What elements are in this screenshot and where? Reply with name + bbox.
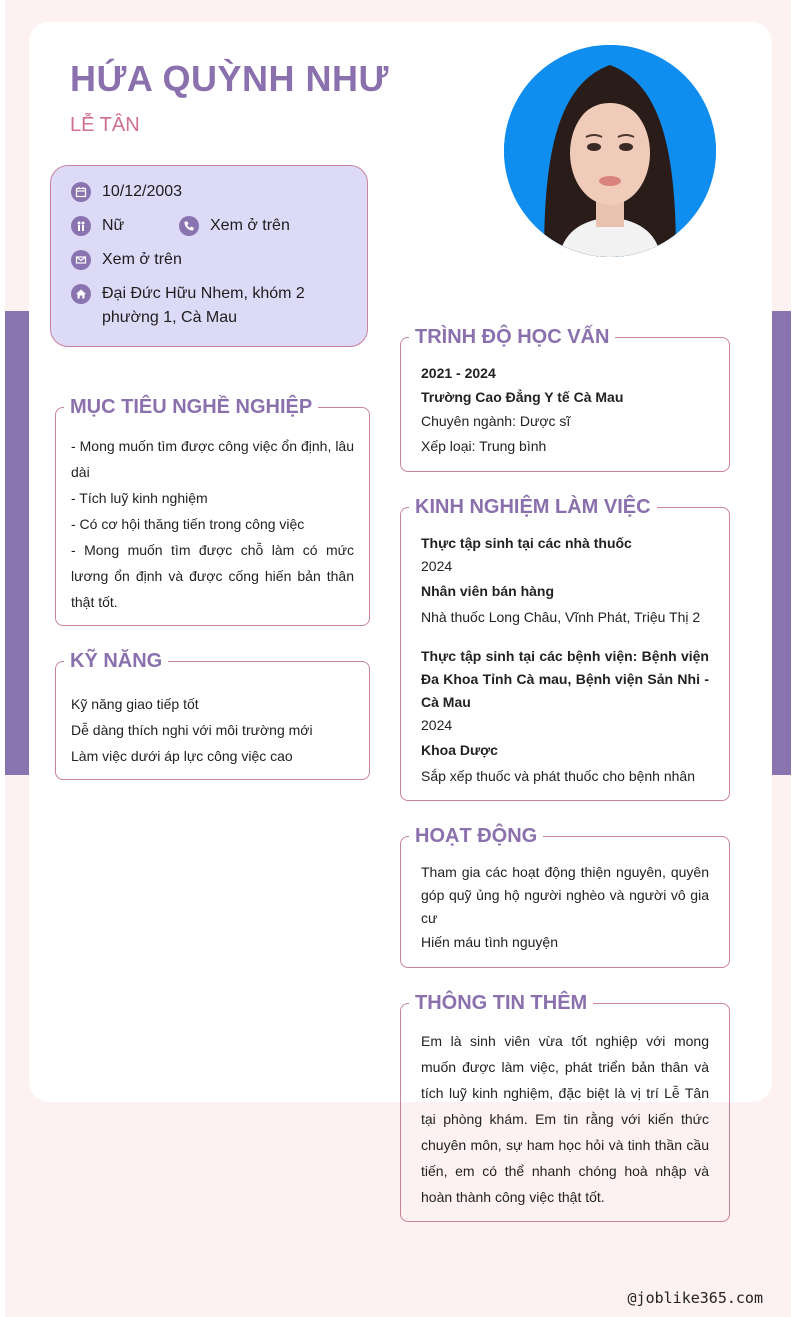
additional-info-text: Em là sinh viên vừa tốt nghiệp với mong muốn được làm việc, phát triển bản thân và tích luỹ kinh nghiệm, đặc biệt là vị trí Lễ Tân tại phòng khám. Em tin rằng với kiến thức chuyên môn, sự ham học hỏi và tinh thần cầu tiến, em có thể nhanh chóng hoà nhập và hoàn thành công việc thật tốt.: [421, 1033, 709, 1205]
avatar: [504, 45, 716, 257]
activity-item: Hiến máu tình nguyện: [421, 934, 558, 950]
watermark: @joblike365.com: [627, 1289, 763, 1307]
objective-item: - Mong muốn tìm được chỗ làm có mức lương ổn định và được cống hiến bản thân thật tốt.: [71, 542, 354, 610]
experience-year: 2024: [421, 717, 453, 733]
experience-title: KINH NGHIỆM LÀM VIỆC: [409, 495, 657, 519]
calendar-icon: [71, 182, 91, 202]
skills-list: [71, 691, 354, 769]
left-accent-band: [5, 311, 29, 775]
right-accent-band: [772, 311, 791, 775]
activities-list: [421, 861, 709, 955]
candidate-name: HỨA QUỲNH NHƯ: [70, 58, 389, 99]
education-grade: Xếp loại: Trung bình: [421, 438, 547, 454]
portrait-photo: [504, 45, 716, 257]
home-icon: [71, 284, 91, 304]
experience-position: Khoa Dược: [421, 742, 498, 758]
education-content: [421, 362, 709, 459]
objective-list: [71, 433, 354, 615]
birthdate-row: [71, 180, 182, 204]
address-row: [71, 282, 305, 330]
experience-description: Nhà thuốc Long Châu, Vĩnh Phát, Triệu Thị 2: [421, 609, 701, 625]
address-line-2: phường 1, Cà Mau: [102, 309, 238, 326]
skill-item: Dễ dàng thích nghi với môi trường mới: [71, 722, 313, 738]
skill-item: Làm việc dưới áp lực công việc cao: [71, 748, 293, 764]
experience-heading: Thực tập sinh tại các bệnh viện: Bệnh viện Đa Khoa Tỉnh Cà mau, Bệnh viện Sản Nhi - Cà Mau: [421, 648, 709, 710]
education-period: 2021 - 2024: [421, 365, 496, 381]
experience-description: Sắp xếp thuốc và phát thuốc cho bệnh nhân: [421, 768, 695, 784]
education-school: Trường Cao Đẳng Y tế Cà Mau: [421, 389, 624, 405]
email-row: [71, 248, 182, 272]
phone-value[interactable]: Xem ở trên: [210, 217, 290, 234]
experience-entry-1: [421, 532, 709, 630]
education-title: TRÌNH ĐỘ HỌC VẤN: [409, 325, 615, 349]
experience-heading: Thực tập sinh tại các nhà thuốc: [421, 535, 632, 551]
skills-title: KỸ NĂNG: [64, 649, 168, 673]
objective-item: - Mong muốn tìm được công việc ổn định, lâu dài: [71, 438, 354, 480]
phone-row: [179, 214, 290, 238]
gender-icon: [71, 216, 91, 236]
skill-item: Kỹ năng giao tiếp tốt: [71, 696, 199, 712]
candidate-role: LỄ TÂN: [70, 114, 140, 136]
experience-entry-2: [421, 645, 709, 789]
objective-item: - Tích luỹ kinh nghiệm: [71, 490, 208, 506]
email-value[interactable]: Xem ở trên: [102, 251, 182, 268]
address-line-1: Đại Đức Hữu Nhem, khóm 2: [102, 285, 305, 302]
experience-position: Nhân viên bán hàng: [421, 583, 555, 599]
mail-icon: [71, 250, 91, 270]
experience-year: 2024: [421, 558, 453, 574]
gender-row: [71, 214, 124, 238]
gender-value: Nữ: [102, 217, 125, 234]
additional-info-title: THÔNG TIN THÊM: [409, 991, 593, 1015]
objective-title: MỤC TIÊU NGHỀ NGHIỆP: [64, 395, 318, 419]
objective-item: - Có cơ hội thăng tiến trong công việc: [71, 516, 305, 532]
activities-title: HOẠT ĐỘNG: [409, 824, 543, 848]
activity-item: Tham gia các hoạt động thiện nguyên, quyên góp quỹ ủng hộ người nghèo và người vô gia cư: [421, 864, 709, 926]
education-major: Chuyên ngành: Dược sĩ: [421, 413, 571, 429]
birthdate-value: 10/12/2003: [102, 183, 183, 200]
phone-icon: [179, 216, 199, 236]
